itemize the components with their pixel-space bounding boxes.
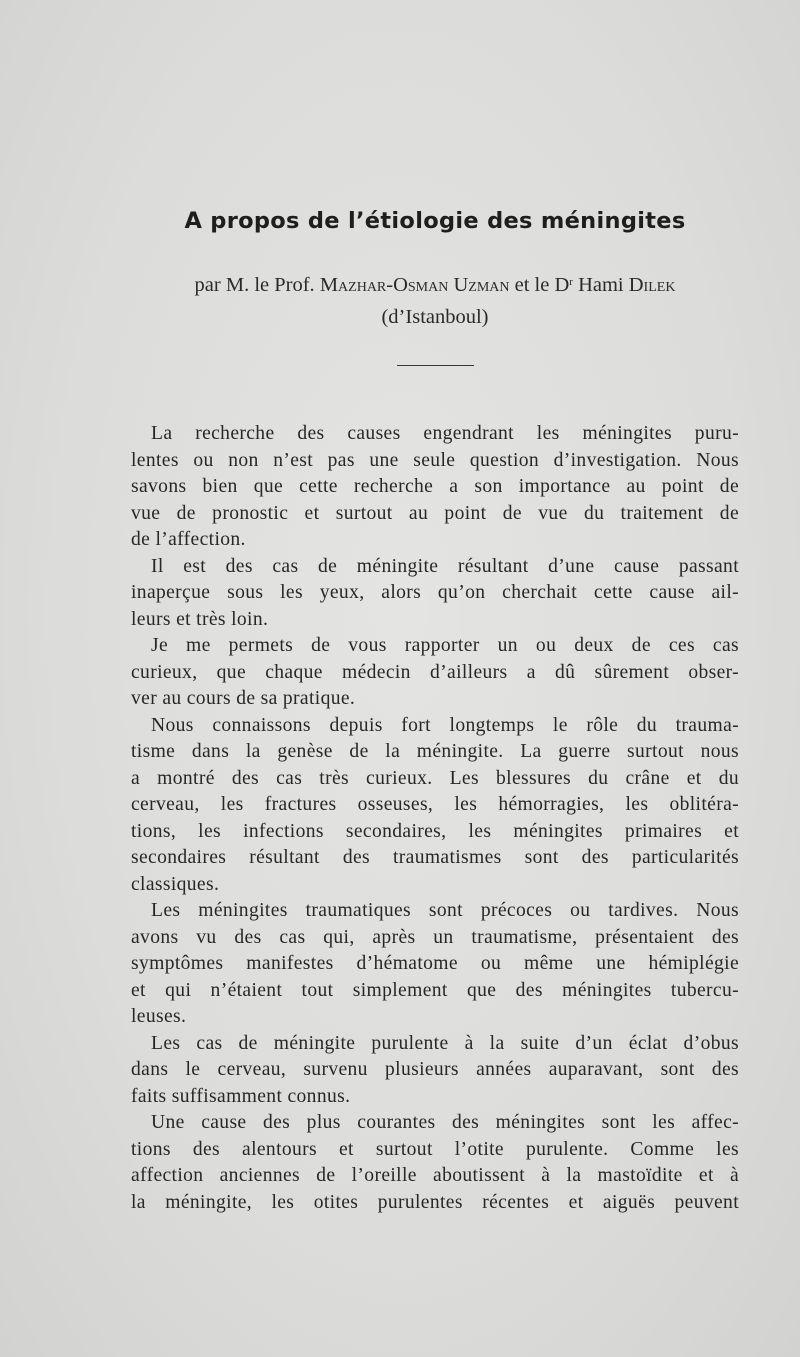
paragraph	[131, 1031, 739, 1111]
text-line: la méningite, les otites purulentes récentes et aiguës peuvent	[131, 1191, 739, 1213]
text-line: classiques.	[131, 873, 220, 895]
text-line: leuses.	[131, 1006, 187, 1027]
text-line: cerveau, les fractures osseuses, les hémorragies, les oblitéra-	[131, 794, 739, 815]
text-line: inaperçue sous les yeux, alors qu’on cherchait cette cause ail-	[131, 582, 739, 603]
paragraph	[131, 421, 739, 554]
text-line: Les méningites traumatiques sont précoces ou tardives. Nous	[151, 900, 739, 921]
section-divider	[397, 365, 474, 366]
author-line	[0, 266, 800, 301]
text-line: Je me permets de vous rapporter un ou deux de ces cas	[151, 635, 739, 656]
author-1: Mazhar-Osman Uzman	[319, 274, 510, 296]
text-line: tions, les infections secondaires, les méningites primaires et	[131, 820, 739, 842]
author-2-family: Dilek	[628, 274, 676, 296]
text-line: curieux, que chaque médecin d’ailleurs a dû sûrement obser-	[131, 661, 739, 683]
paragraph	[131, 633, 739, 713]
text-line: symptômes manifestes d’hématome ou même une hémiplégie	[131, 953, 739, 974]
author-2-given: Hami	[578, 274, 624, 296]
text-line: de l’affection.	[131, 529, 246, 550]
doctor-superscript: r	[569, 276, 573, 288]
text-line: dans le cerveau, survenu plusieurs années auparavant, sont des	[131, 1059, 739, 1080]
text-line: faits suffisamment connus.	[131, 1085, 351, 1107]
text-line: Les cas de méningite purulente à la suite d’un éclat d’obus	[151, 1032, 739, 1054]
text-line: et qui n’étaient tout simplement que des méningites tubercu-	[131, 979, 739, 1001]
text-line: tisme dans la genèse de la méningite. La guerre surtout nous	[131, 741, 739, 762]
article-title: A propos de l’étiologie des méningites	[184, 208, 686, 234]
text-line: affection anciennes de l’oreille aboutissent à la mastoïdite et à	[131, 1165, 739, 1186]
byline	[0, 266, 800, 333]
text-line: ver au cours de sa pratique.	[131, 688, 356, 709]
affiliation: (d’Istanboul)	[381, 306, 489, 328]
text-line: Nous connaissons depuis fort longtemps le rôle du trauma-	[151, 714, 739, 736]
text-line: lentes ou non n’est pas une seule question d’investigation. Nous	[131, 449, 739, 471]
paragraph	[131, 554, 739, 634]
paragraph	[131, 713, 739, 899]
text-line: avons vu des cas qui, après un traumatisme, présentaient des	[131, 926, 739, 948]
text-line: vue de pronostic et surtout au point de vue du traitement de	[131, 502, 739, 524]
paragraph	[131, 898, 739, 1031]
paragraph	[131, 1110, 739, 1216]
text-line: tions des alentours et surtout l’otite purulente. Comme les	[131, 1138, 739, 1160]
body-text	[131, 421, 739, 1216]
text-line: a montré des cas très curieux. Les blessures du crâne et du	[131, 767, 739, 789]
text-line: leurs et très loin.	[131, 608, 269, 630]
text-line: La recherche des causes engendrant les méningites puru-	[151, 423, 739, 444]
text-line: Une cause des plus courantes des méningites sont les affec-	[151, 1112, 739, 1133]
byline-prefix: par M. le Prof.	[194, 274, 315, 296]
byline-conjunction: et le D	[514, 274, 570, 296]
text-line: savons bien que cette recherche a son importance au point de	[131, 476, 739, 497]
text-line: Il est des cas de méningite résultant d’une cause passant	[151, 555, 739, 577]
text-line: secondaires résultant des traumatismes sont des particularités	[131, 847, 739, 868]
